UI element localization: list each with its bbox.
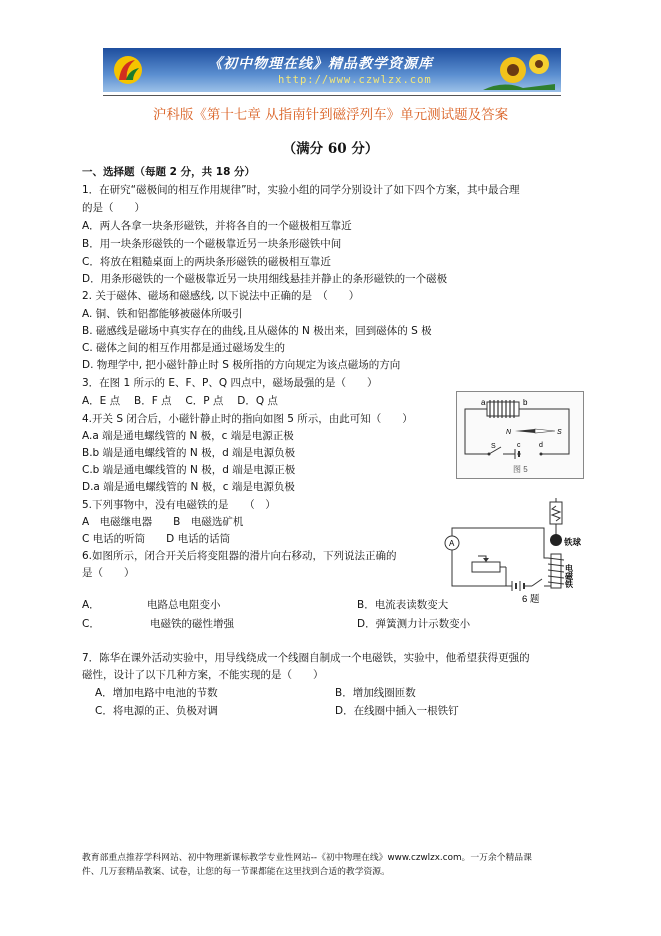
q6-option-c-text: 电磁铁的磁性增强 [150, 618, 234, 630]
q3-options: A．E 点 B．F 点 C．P 点 D．Q 点 [82, 395, 278, 407]
sunflower-icon [483, 50, 555, 90]
q4-option-d: D.a 端是通电螺线管的 N 极，c 端是电源负极 [82, 481, 295, 493]
fig6-label-magnet: 电磁铁 [564, 564, 574, 588]
page-title: 沪科版《第十七章 从指南针到磁浮列车》单元测试题及答案 [152, 107, 509, 123]
q1-option-d: D．用条形磁铁的一个磁极靠近另一块用细线悬挂并静止的条形磁铁的一个磁极 [82, 273, 448, 285]
q1-option-c: C．将放在粗糙桌面上的两块条形磁铁的磁极相互靠近 [82, 256, 331, 268]
q3-stem: 3．在图 1 所示的 E、F、P、Q 四点中，磁场最强的是（ ） [82, 377, 378, 389]
q4-option-a: A.a 端是通电螺线管的 N 极，c 端是电源正极 [82, 430, 294, 442]
q1-option-b: B．用一块条形磁铁的一个磁极靠近另一块条形磁铁中间 [82, 238, 342, 250]
q7-option-a: A．增加电路中电池的节数 [95, 687, 218, 699]
full-score: （满分 60 分） [282, 141, 379, 157]
fig6-label-ball: 铁球 [564, 537, 582, 547]
figure-6-circuit [434, 498, 584, 604]
fig5-label-d: d [539, 442, 543, 449]
q2-option-b: B. 磁感线是磁场中真实存在的曲线,且从磁体的 N 极出来，回到磁体的 S 极 [82, 325, 432, 337]
q5-stem: 5.下列事物中，没有电磁铁的是 （ ） [82, 499, 276, 511]
q6-option-b: B．电流表读数变大 [357, 599, 449, 611]
page-footer [82, 851, 582, 879]
q1-stem-line1: 1．在研究“磁极间的相互作用规律”时，实验小组的同学分别设计了如下四个方案，其中最合理 [82, 184, 520, 196]
fig6-ammeter-label: A [449, 539, 455, 548]
fig5-label-switch: S [491, 443, 496, 450]
header-banner [103, 48, 561, 92]
q4-option-c: C.b 端是通电螺线管的 N 极，d 端是电源正极 [82, 464, 296, 476]
q6-caption: 6 题 [522, 594, 540, 604]
q2-option-c: C. 磁体之间的相互作用都是通过磁场发生的 [82, 342, 286, 354]
q1-option-a: A．两人各拿一块条形磁铁，并将各自的一个磁极相互靠近 [82, 220, 352, 232]
q6-option-a-text: 电路总电阻变小 [147, 599, 221, 611]
q6-stem-line2: 是（ ） [82, 567, 135, 579]
fig5-label-c: c [517, 442, 521, 449]
q4-option-b: B.b 端是通电螺线管的 N 极，d 端是电源负极 [82, 447, 296, 459]
footer-line-2: 件、几万套精品教案、试卷，让您的每一节课都能在这里找到合适的教学资源。 [82, 867, 390, 877]
fig5-label-a: a [481, 398, 486, 407]
banner-url[interactable]: http://www.czwlzx.com [278, 74, 432, 86]
q2-option-d: D. 物理学中, 把小磁针静止时 S 极所指的方向规定为该点磁场的方向 [82, 359, 401, 371]
banner-title: 《初中物理在线》精品教学资源库 [208, 56, 433, 72]
q2-stem: 2. 关于磁体、磁场和磁感线, 以下说法中正确的是 （ ） [82, 290, 360, 302]
q5-options-ab: A 电磁继电器 B 电磁选矿机 [82, 516, 244, 528]
fig5-label-b: b [523, 398, 528, 407]
q7-option-b: B．增加线圈匝数 [335, 687, 416, 699]
fig5-caption: 图 5 [513, 465, 528, 474]
footer-line-1: 教育部重点推荐学科网站、初中物理新课标教学专业性网站--《初中物理在线》www.czwlzx.com。一万余个精品课 [82, 853, 532, 863]
fig5-label-s: S [557, 429, 562, 436]
site-logo-icon [111, 54, 145, 86]
header-divider [103, 95, 561, 96]
figure-5 [456, 391, 584, 479]
q4-stem: 4.开关 S 闭合后，小磁针静止时的指向如图 5 所示，由此可知（ ） [82, 413, 413, 425]
q7-stem-line2: 磁性，设计了以下几种方案，不能实现的是（ ） [82, 669, 324, 681]
section-heading: 一、选择题（每题 2 分，共 18 分） [82, 166, 256, 178]
q7-stem-line1: 7．陈华在课外活动实验中，用导线绕成一个线圈自制成一个电磁铁，实验中，他希望获得更强的 [82, 652, 530, 664]
fig5-label-n: N [506, 429, 512, 436]
q2-option-a: A. 铜、铁和铝都能够被磁体所吸引 [82, 308, 243, 320]
figure-6 [434, 498, 584, 604]
q1-stem-line2: 的是（ ） [82, 202, 145, 214]
q6-option-c-label: C． [82, 618, 100, 630]
q6-option-d: D．弹簧测力计示数变小 [357, 618, 471, 630]
q6-option-a-label: A． [82, 599, 100, 611]
figure-5-circuit [457, 392, 583, 478]
q7-option-c: C．将电源的正、负极对调 [95, 705, 218, 717]
q5-options-cd: C 电话的听筒 D 电话的话筒 [82, 533, 231, 545]
q6-stem-line1: 6.如图所示，闭合开关后将变阻器的滑片向右移动，下列说法正确的 [82, 550, 397, 562]
q7-option-d: D．在线圈中插入一根铁钉 [335, 705, 459, 717]
